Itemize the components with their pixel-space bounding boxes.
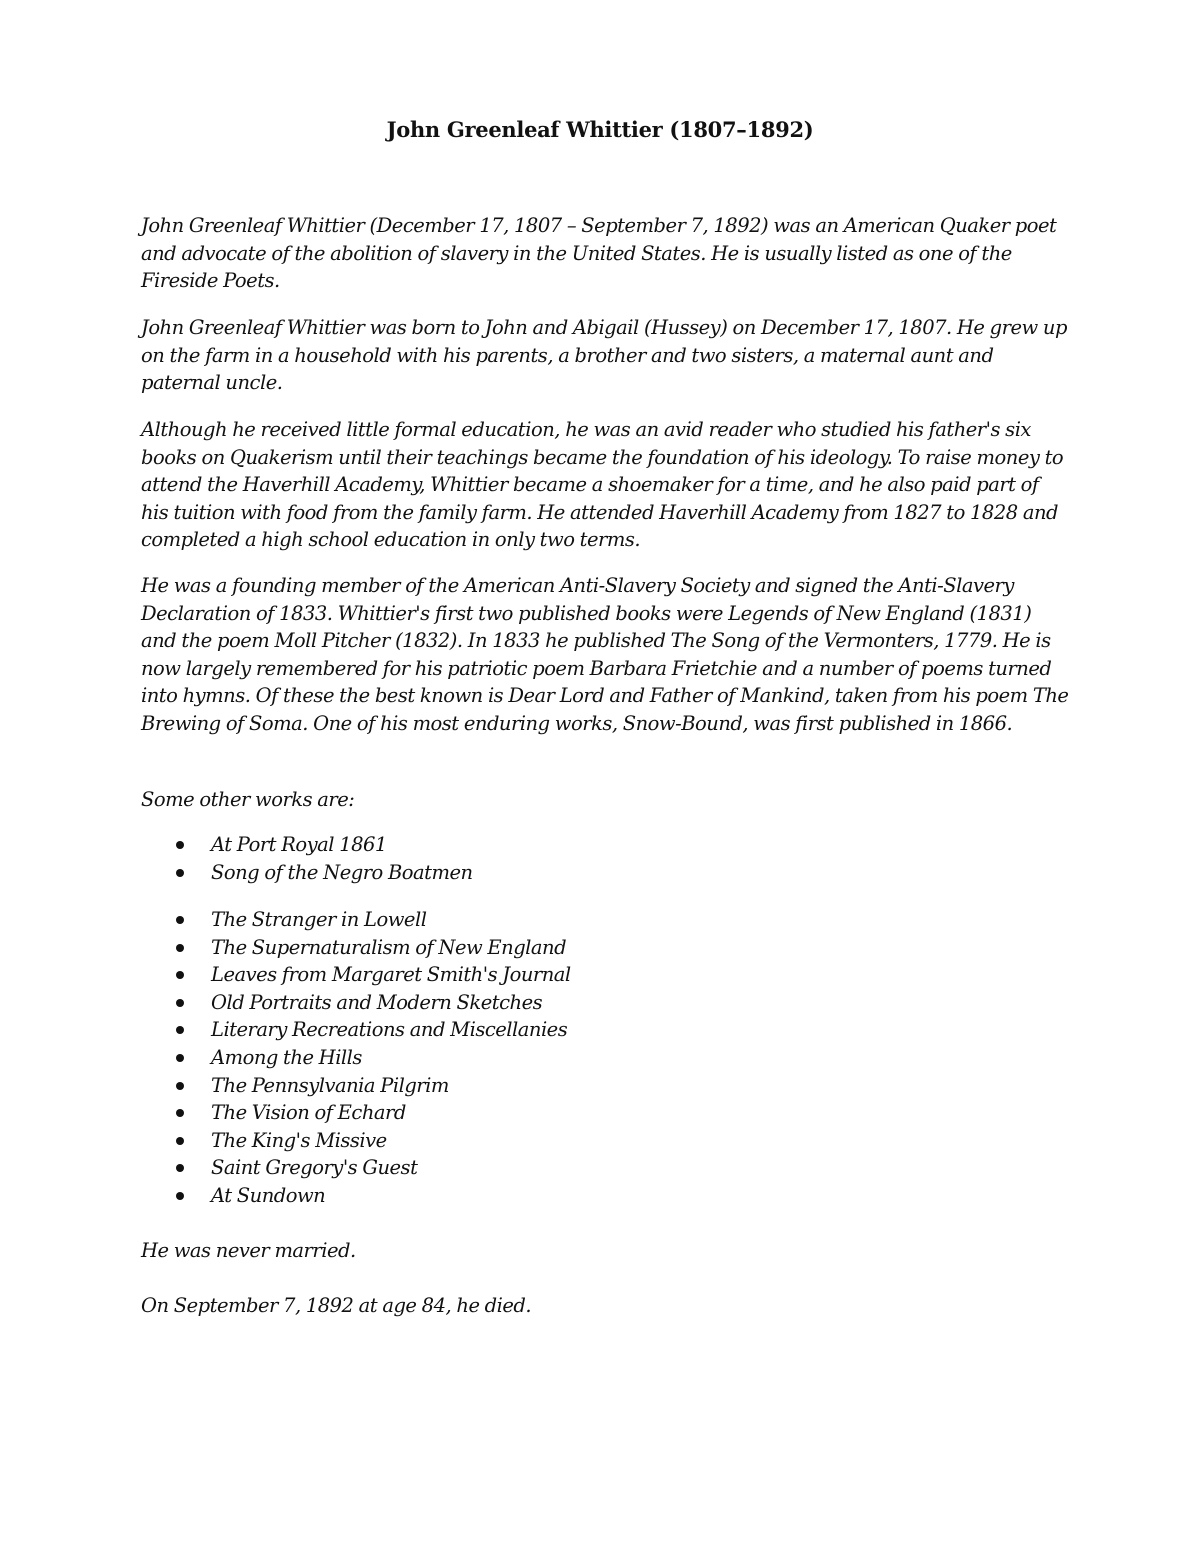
bullet-icon — [176, 1164, 184, 1172]
bullet-icon — [176, 1192, 184, 1200]
list-item — [141, 1127, 1041, 1155]
paragraph-birth: John Greenleaf Whittier was born to John and Abigail (Hussey) on December 17, 1807. He grew up on the farm in a household with his parents, a brother and two sisters, a maternal aunt and paternal uncle. — [141, 316, 1067, 395]
bullet-icon — [176, 916, 184, 924]
list-item — [141, 961, 1041, 989]
list-item-label: Leaves from Margaret Smith's Journal — [211, 963, 571, 987]
list-item-label: Saint Gregory's Guest — [211, 1156, 418, 1180]
list-item — [141, 859, 1041, 887]
list-item — [141, 906, 1041, 934]
list-item — [141, 1182, 1041, 1210]
bullet-icon — [176, 1082, 184, 1090]
list-item-label: The Pennsylvania Pilgrim — [211, 1073, 449, 1097]
list-item-label: Among the Hills — [211, 1045, 362, 1069]
works-list-group-2 — [141, 906, 1041, 1210]
bullet-icon — [176, 944, 184, 952]
bullet-icon — [176, 1137, 184, 1145]
list-item-label: The Vision of Echard — [211, 1101, 406, 1125]
paragraph-married: He was never married. — [141, 1239, 356, 1262]
list-item-label: At Port Royal 1861 — [211, 833, 387, 856]
bullet-icon — [176, 1109, 184, 1117]
bullet-icon — [176, 841, 184, 849]
bullet-icon — [176, 999, 184, 1007]
list-item-label: Song of the Negro Boatmen — [211, 860, 473, 884]
list-item-label: Literary Recreations and Miscellanies — [211, 1018, 568, 1042]
bullet-icon — [176, 1054, 184, 1062]
list-item — [141, 934, 1041, 962]
list-item — [141, 831, 1041, 859]
paragraph-death: On September 7, 1892 at age 84, he died. — [141, 1294, 532, 1317]
bullet-icon — [176, 971, 184, 979]
document-title: John Greenleaf Whittier (1807–1892) — [386, 117, 814, 142]
bullet-icon — [176, 869, 184, 877]
paragraph-education: Although he received little formal education, he was an avid reader who studied his father's six books on Quakerism until their teachings became the foundation of his ideology. To raise money to attend the Haverhill Academy, Whittier became a shoemaker for a time, and he also paid part of his tuition with food from the family farm. He attended Haverhill Academy from 1827 to 1828 and completed a high school education in only two terms. — [141, 418, 1064, 552]
list-item — [141, 1154, 1041, 1182]
paragraph-works: He was a founding member of the American Anti-Slavery Society and signed the Anti-Slavery Declaration of 1833. Whittier's first two published books were Legends of New England (1831) and the poem Moll Pitcher (1832). In 1833 he published The Song of the Vermonters, 1779. He is now largely remembered for his patriotic poem Barbara Frietchie and a number of poems turned into hymns. Of these the best known is Dear Lord and Father of Mankind, taken from his poem The Brewing of Soma. One of his most enduring works, Snow-Bound, was first published in 1866. — [141, 574, 1069, 735]
paragraph-other-works-intro: Some other works are: — [141, 788, 355, 811]
works-list-group-1 — [141, 831, 1041, 886]
list-item-label: The Supernaturalism of New England — [211, 935, 567, 959]
bullet-icon — [176, 1026, 184, 1034]
list-item — [141, 989, 1041, 1017]
list-item-label: Old Portraits and Modern Sketches — [211, 990, 543, 1014]
list-item — [141, 1072, 1041, 1100]
list-item-label: The Stranger in Lowell — [211, 908, 427, 931]
list-item-label: At Sundown — [211, 1183, 326, 1207]
list-item — [141, 1044, 1041, 1072]
paragraph-intro: John Greenleaf Whittier (December 17, 1807 – September 7, 1892) was an American Quaker poet and advocate of the abolition of slavery in the United States. He is usually listed as one of the Fireside Poets. — [141, 214, 1057, 293]
list-item-label: The King's Missive — [211, 1128, 387, 1152]
list-item — [141, 1016, 1041, 1044]
list-item — [141, 1099, 1041, 1127]
